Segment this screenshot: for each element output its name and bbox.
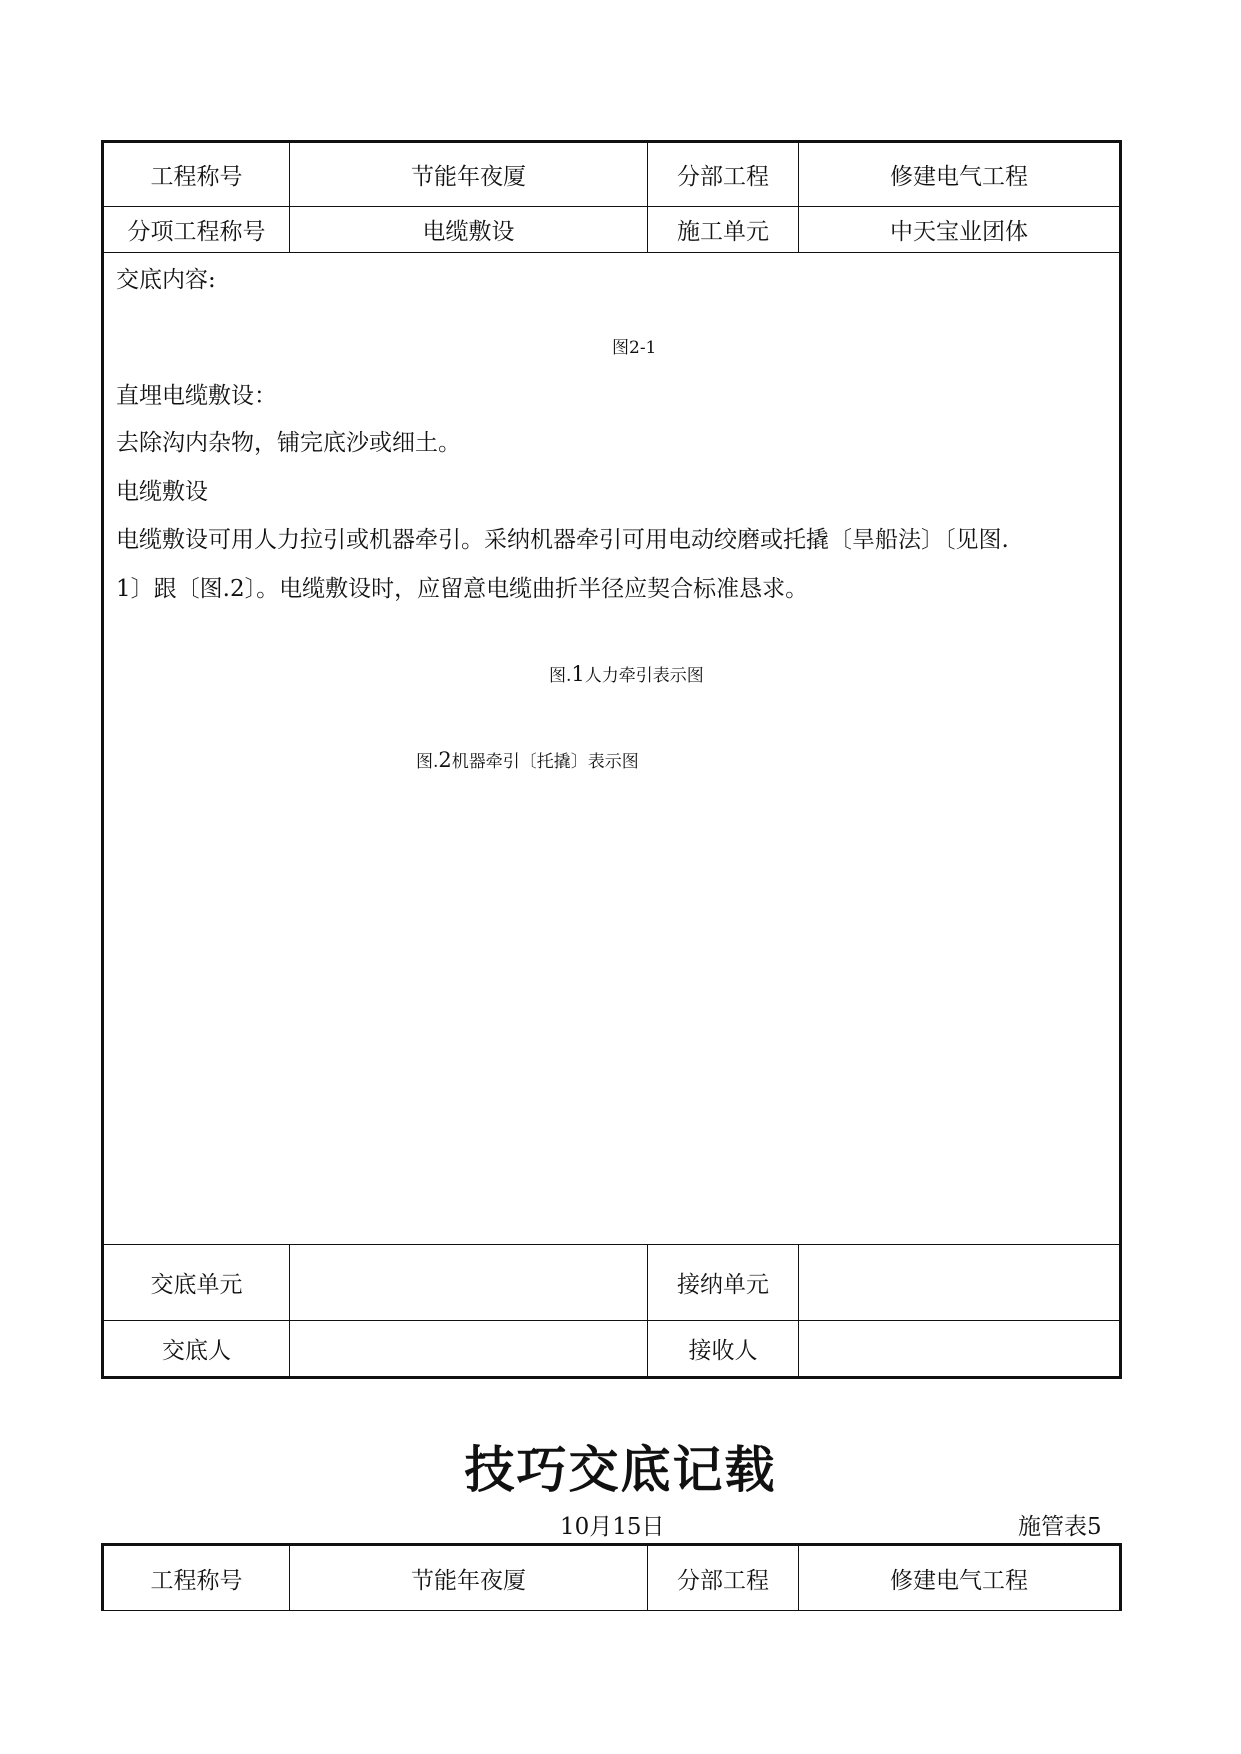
label-handover-unit: 交底单元 [103, 1245, 290, 1321]
header-row-1 [103, 142, 1121, 207]
content-heading: 交底内容: [116, 267, 216, 293]
subitem-value: 电缆敷设 [290, 207, 648, 253]
figure-2-prefix: 图. [416, 752, 439, 772]
header-row-2 [103, 207, 1121, 253]
division-value: 修建电气工程 [799, 142, 1121, 207]
content-line-4: 电缆敷设可用人力拉引或机器牵引。采纳机器牵引可用电动绞磨或托撬〔旱船法〕〔见图. [116, 527, 1009, 553]
label-subitem-name: 分项工程称号 [103, 207, 290, 253]
content-line-1: 直埋电缆敷设： [116, 383, 277, 409]
next-label-project-name: 工程称号 [103, 1545, 290, 1611]
content-line-5: 1〕跟〔图.2〕。电缆敷设时，应留意电缆曲折半径应契合标准恳求。 [116, 576, 809, 602]
content-row [103, 253, 1121, 1245]
figure-2-1-caption: 图2-1 [612, 338, 657, 358]
figure-1-text: 人力牵引表示图 [584, 666, 704, 686]
figure-1-number: 1 [571, 662, 585, 686]
label-construction-unit: 施工单元 [648, 207, 799, 253]
label-receiver: 接收人 [648, 1321, 799, 1378]
label-division: 分部工程 [648, 142, 799, 207]
record-date: 10月15日 [560, 1514, 665, 1540]
label-receive-unit: 接纳单元 [648, 1245, 799, 1321]
figure-1-caption [549, 661, 704, 686]
form-number: 施管表5 [1018, 1514, 1102, 1540]
footer-row-1 [103, 1245, 1121, 1321]
content-line-2: 去除沟内杂物，铺完底沙或细土。 [116, 430, 461, 456]
handover-content-cell [103, 253, 1121, 1245]
next-label-division: 分部工程 [648, 1545, 799, 1611]
next-division-value: 修建电气工程 [799, 1545, 1121, 1611]
figure-1-prefix: 图. [549, 666, 572, 686]
content-line-3: 电缆敷设 [116, 479, 208, 505]
receive-unit-value [799, 1245, 1121, 1321]
page-title: 技巧交底记载 [464, 1441, 777, 1499]
project-name-value: 节能年夜厦 [290, 142, 648, 207]
next-header-row [103, 1545, 1121, 1611]
handover-record-table [101, 140, 1122, 1379]
figure-2-caption [416, 747, 639, 772]
construction-unit-value: 中天宝业团体 [799, 207, 1121, 253]
figure-2-text: 机器牵引〔托撬〕表示图 [451, 752, 639, 772]
label-project-name: 工程称号 [103, 142, 290, 207]
next-project-name-value: 节能年夜厦 [290, 1545, 648, 1611]
label-handover-person: 交底人 [103, 1321, 290, 1378]
footer-row-2 [103, 1321, 1121, 1378]
handover-person-value [290, 1321, 648, 1378]
handover-unit-value [290, 1245, 648, 1321]
figure-2-number: 2 [438, 748, 452, 772]
receiver-value [799, 1321, 1121, 1378]
next-record-table [101, 1543, 1122, 1611]
